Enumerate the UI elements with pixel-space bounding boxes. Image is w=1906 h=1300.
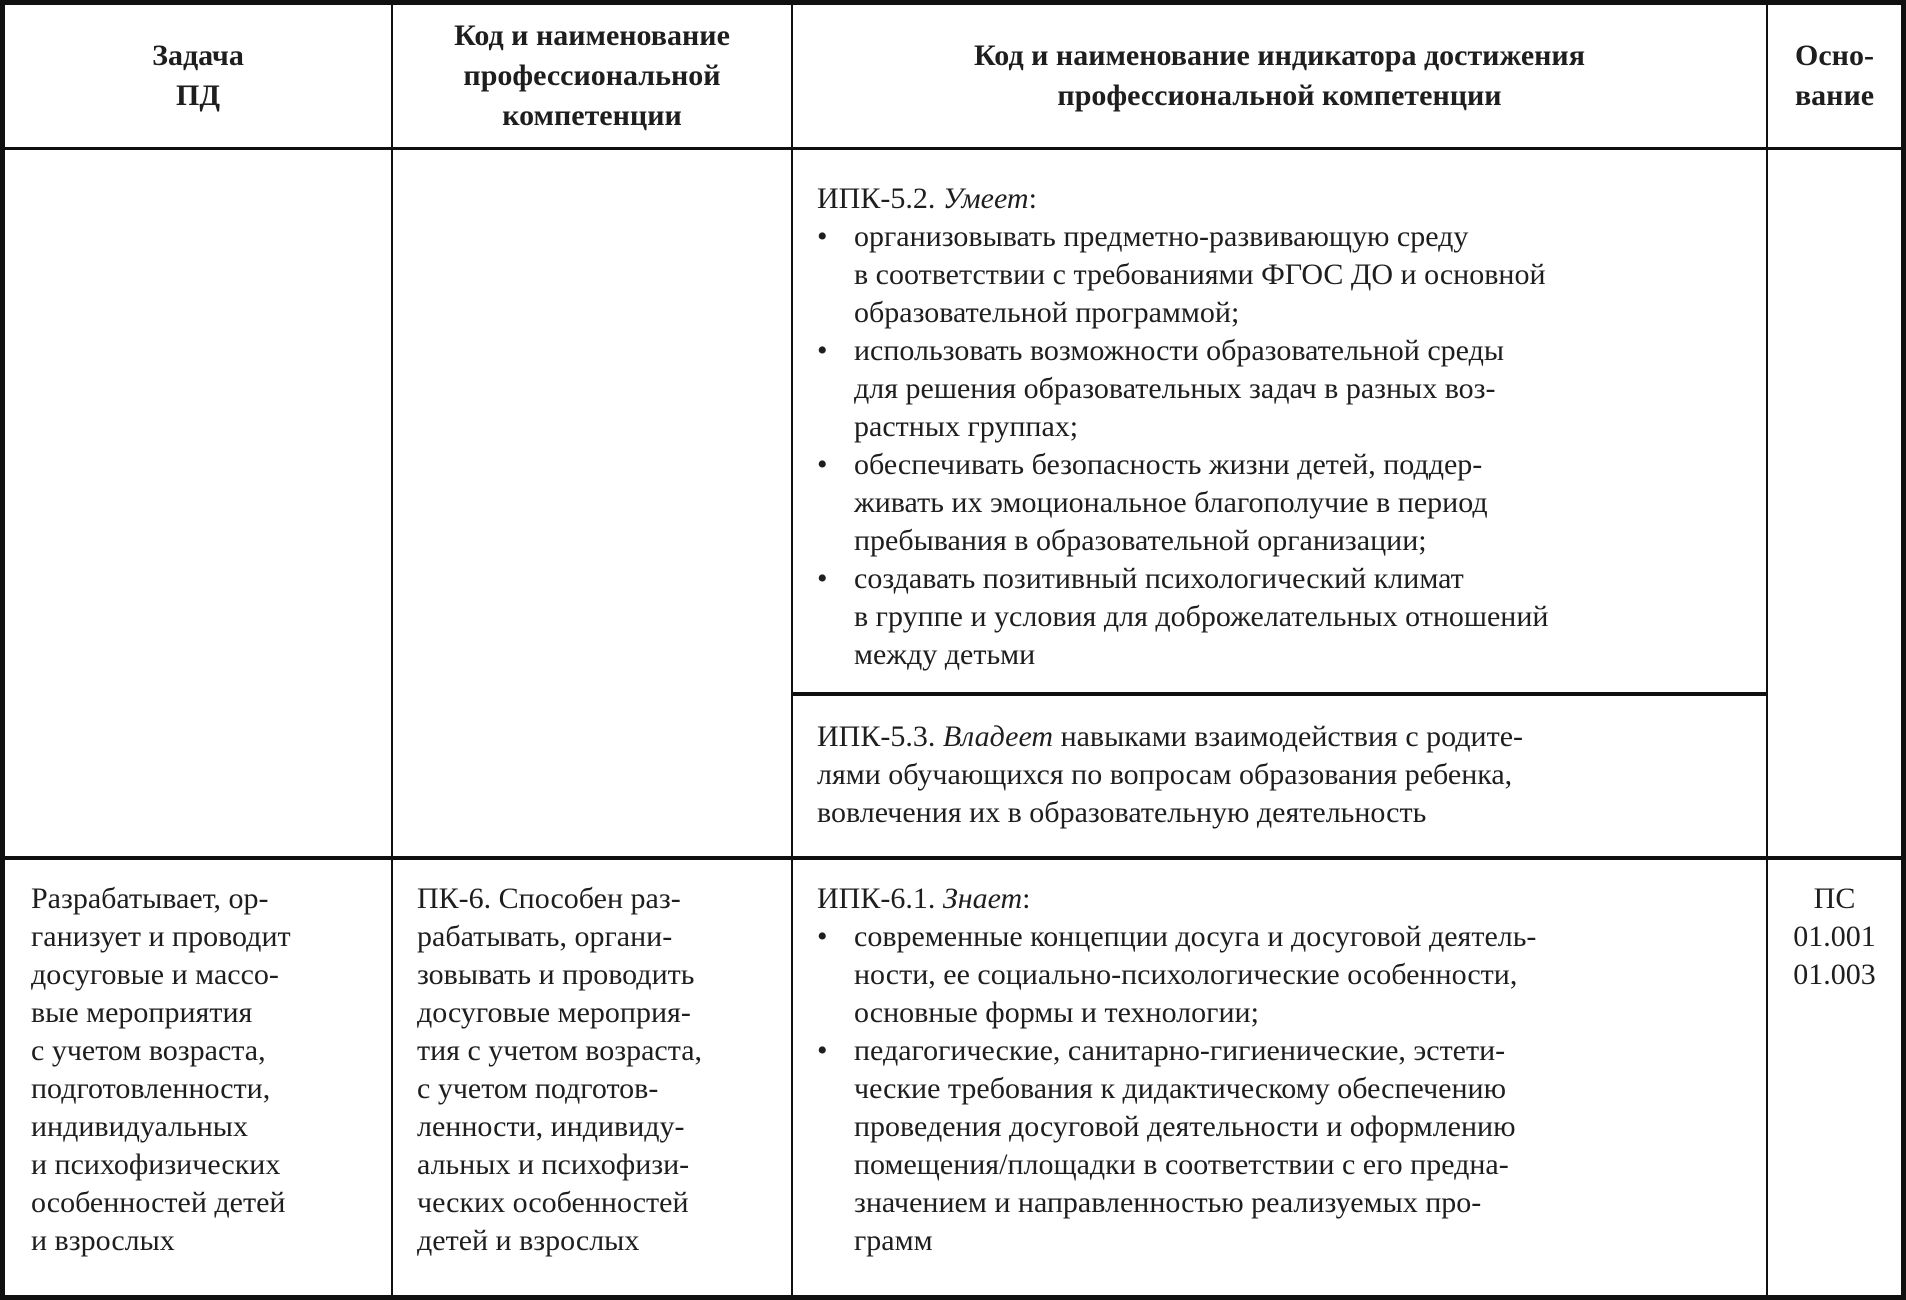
text-line: Задача bbox=[152, 39, 244, 72]
text-line: ности, ее социально-психологические особенности, bbox=[854, 958, 1518, 991]
text-line: помещения/площадки в соответствии с его предна- bbox=[854, 1148, 1509, 1181]
text-line: для решения образовательных задач в разных воз- bbox=[854, 372, 1496, 405]
text-line: создавать позитивный психологический климат bbox=[854, 562, 1464, 595]
indicator-verb: Умеет bbox=[942, 182, 1029, 215]
header-cell-indicator bbox=[793, 5, 1768, 147]
text-line: Код и наименование индикатора достижения bbox=[974, 39, 1585, 72]
indicator-ipk-5-2 bbox=[793, 150, 1766, 696]
header-cell-competence bbox=[393, 5, 793, 147]
competence-cell-empty bbox=[393, 150, 793, 856]
text-line: педагогические, санитарно-гигиенические, эстети- bbox=[854, 1034, 1506, 1067]
text-line: ПС bbox=[1813, 882, 1856, 915]
text-line: основные формы и технологии; bbox=[854, 996, 1259, 1029]
text-line: ленности, индивиду- bbox=[417, 1110, 685, 1143]
text-line: между детьми bbox=[854, 638, 1036, 671]
bullet-item bbox=[817, 332, 1750, 446]
text-line: образовательной программой; bbox=[854, 296, 1240, 329]
text-line: особенностей детей bbox=[31, 1186, 286, 1219]
text-line: проведения досуговой деятельности и оформлению bbox=[854, 1110, 1516, 1143]
basis-cell bbox=[1768, 860, 1901, 1295]
indicator-tail: : bbox=[1028, 182, 1037, 215]
header-cell-task bbox=[5, 5, 393, 147]
bullet-icon: • bbox=[817, 334, 828, 367]
text-line: значением и направленностью реализуемых про- bbox=[854, 1186, 1482, 1219]
text-line: вые мероприятия bbox=[31, 996, 253, 1029]
text-line: ганизует и проводит bbox=[31, 920, 291, 953]
text-line: досуговые и массо- bbox=[31, 958, 279, 991]
text-line: Код и наименование bbox=[454, 19, 730, 52]
bullet-icon: • bbox=[817, 1034, 828, 1067]
indicator-ipk-6-1 bbox=[793, 860, 1768, 1295]
bullet-item bbox=[817, 560, 1750, 674]
task-cell-empty bbox=[5, 150, 393, 856]
bullet-icon: • bbox=[817, 220, 828, 253]
bullet-text bbox=[854, 918, 1750, 1032]
indicator-tail: навыками взаимодействия с родите- bbox=[1053, 720, 1523, 753]
indicator-bullet-list bbox=[817, 918, 1750, 1260]
text-line: альных и психофизи- bbox=[417, 1148, 690, 1181]
text-line: ческих особенностей bbox=[417, 1186, 689, 1219]
bullet-item bbox=[817, 218, 1750, 332]
indicator-tail: : bbox=[1022, 882, 1031, 915]
bullet-text bbox=[854, 218, 1750, 332]
bullet-icon: • bbox=[817, 920, 828, 953]
competence-cell bbox=[393, 860, 793, 1295]
text-line: 01.003 bbox=[1793, 958, 1876, 991]
text-line: ческие требования к дидактическому обеспечению bbox=[854, 1072, 1507, 1105]
text-line: и психофизических bbox=[31, 1148, 281, 1181]
text-line: с учетом подготов- bbox=[417, 1072, 659, 1105]
text-line: в группе и условия для доброжелательных отношений bbox=[854, 600, 1549, 633]
basis-cell-empty bbox=[1768, 150, 1901, 856]
indicator-code: ИПК-5.2. bbox=[817, 182, 943, 215]
text-line: обеспечивать безопасность жизни детей, поддер- bbox=[854, 448, 1483, 481]
bullet-icon: • bbox=[817, 448, 828, 481]
text-line: Осно- bbox=[1795, 39, 1874, 72]
indicator-text bbox=[817, 756, 1750, 832]
text-line: живать их эмоциональное благополучие в период bbox=[854, 486, 1488, 519]
bullet-text bbox=[854, 560, 1750, 674]
text-line: с учетом возраста, bbox=[31, 1034, 266, 1067]
text-line: компетенции bbox=[502, 99, 682, 132]
text-line: вание bbox=[1794, 79, 1875, 112]
bullet-icon: • bbox=[817, 562, 828, 595]
indicator-verb: Владеет bbox=[942, 720, 1054, 753]
text-line: Разрабатывает, ор- bbox=[31, 882, 269, 915]
indicator-verb: Знает bbox=[942, 882, 1023, 915]
text-line: профессиональной компетенции bbox=[1057, 79, 1502, 112]
task-cell bbox=[5, 860, 393, 1295]
row-continuation bbox=[5, 150, 1901, 860]
indicator-heading bbox=[817, 718, 1750, 756]
text-line: растных группах; bbox=[854, 410, 1079, 443]
indicator-heading bbox=[817, 180, 1750, 218]
indicator-cell-group bbox=[793, 150, 1768, 856]
bullet-text bbox=[854, 446, 1750, 560]
indicator-code: ИПК-5.3. bbox=[817, 720, 943, 753]
header-cell-basis bbox=[1768, 5, 1901, 147]
text-line: современные концепции досуга и досуговой деятель- bbox=[854, 920, 1537, 953]
indicator-ipk-5-3 bbox=[793, 696, 1766, 856]
text-line: 01.001 bbox=[1793, 920, 1876, 953]
text-line: в соответствии с требованиями ФГОС ДО и основной bbox=[854, 258, 1546, 291]
text-line: индивидуальных bbox=[31, 1110, 248, 1143]
text-line: организовывать предметно-развивающую среду bbox=[854, 220, 1469, 253]
bullet-item bbox=[817, 446, 1750, 560]
bullet-item bbox=[817, 918, 1750, 1032]
indicator-heading bbox=[817, 880, 1750, 918]
text-line: лями обучающихся по вопросам образования ребенка, bbox=[817, 758, 1513, 791]
text-line: досуговые мероприя- bbox=[417, 996, 691, 1029]
text-line: использовать возможности образовательной среды bbox=[854, 334, 1504, 367]
bullet-item bbox=[817, 1032, 1750, 1260]
text-line: профессиональной bbox=[463, 59, 721, 92]
text-line: грамм bbox=[854, 1224, 933, 1257]
bullet-text bbox=[854, 332, 1750, 446]
text-line: ПД bbox=[176, 79, 220, 112]
bullet-text bbox=[854, 1032, 1750, 1260]
text-line: пребывания в образовательной организации; bbox=[854, 524, 1427, 557]
text-line: вовлечения их в образовательную деятельность bbox=[817, 796, 1427, 829]
text-line: детей и взрослых bbox=[417, 1224, 640, 1257]
table-header-row bbox=[5, 5, 1901, 150]
text-line: тия с учетом возраста, bbox=[417, 1034, 703, 1067]
indicator-bullet-list bbox=[817, 218, 1750, 674]
indicator-code: ИПК-6.1. bbox=[817, 882, 943, 915]
text-line: и взрослых bbox=[31, 1224, 175, 1257]
text-line: подготовленности, bbox=[31, 1072, 271, 1105]
text-line: рабатывать, органи- bbox=[417, 920, 673, 953]
row-pk6 bbox=[5, 860, 1901, 1295]
text-line: ПК-6. Способен раз- bbox=[417, 882, 681, 915]
text-line: зовывать и проводить bbox=[417, 958, 695, 991]
